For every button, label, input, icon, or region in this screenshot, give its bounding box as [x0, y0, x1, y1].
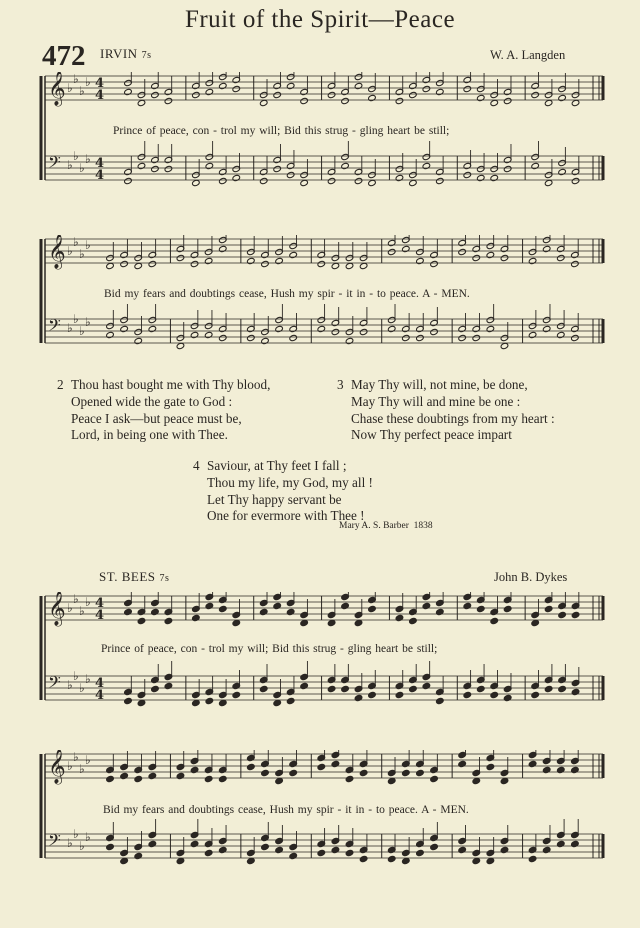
note-head [354, 82, 362, 89]
time-signature: 4 [95, 76, 105, 91]
note-head [275, 846, 283, 853]
flat-icon: ♭ [67, 244, 73, 258]
staff-bass [45, 141, 603, 187]
note-head [192, 91, 200, 98]
staff-bass [45, 819, 603, 865]
note-head [219, 846, 227, 853]
flat-icon: ♭ [79, 84, 85, 98]
flat-icon: ♭ [79, 161, 85, 175]
flat-icon: ♭ [85, 830, 91, 844]
time-signature: 4 [95, 676, 105, 691]
note-head [486, 325, 494, 332]
note-head [273, 165, 281, 172]
note-head [542, 766, 550, 773]
note-head [477, 685, 485, 692]
note-head [359, 262, 367, 269]
flat-icon: ♭ [73, 750, 79, 764]
note-head [151, 608, 159, 615]
lyric-line-1: Prince of peace, con - trol my will; Bid this strug - gling heart be still; [113, 125, 450, 137]
note-head [204, 331, 212, 338]
time-signature: 4 [95, 88, 105, 103]
note-head [571, 99, 579, 106]
note-head [232, 619, 240, 626]
note-head [345, 337, 353, 344]
note-head [472, 857, 480, 864]
note-head [402, 334, 410, 341]
note-head [359, 855, 367, 862]
note-head [137, 99, 145, 106]
treble-clef-icon: 𝄞 [48, 72, 66, 106]
note-head [148, 325, 156, 332]
verse-3: 3 May Thy will, not mine, be done, May Thy will and mine be one : Chase these doubtings from my heart : Now Thy perfect peace impart [337, 377, 555, 443]
note-head [317, 763, 325, 770]
note-head [477, 605, 485, 612]
note-head [486, 763, 494, 770]
note-head [120, 857, 128, 864]
note-head [219, 245, 227, 252]
flat-icon: ♭ [79, 604, 85, 618]
note-head [542, 245, 550, 252]
note-head [317, 849, 325, 856]
page-title: Fruit of the Spirit—Peace [184, 6, 456, 33]
flat-icon: ♭ [67, 158, 73, 172]
note-head [486, 857, 494, 864]
note-head [331, 328, 339, 335]
note-head [345, 775, 353, 782]
note-head [472, 334, 480, 341]
note-head [164, 165, 172, 172]
note-head [490, 99, 498, 106]
note-head [192, 699, 200, 706]
note-head [300, 97, 308, 104]
note-head [106, 262, 114, 269]
composer-langden: W. A. Langden [490, 48, 566, 62]
note-head [359, 769, 367, 776]
flat-icon: ♭ [79, 324, 85, 338]
note-head [190, 331, 198, 338]
flat-icon: ♭ [67, 81, 73, 95]
flat-icon: ♭ [85, 672, 91, 686]
lyric-line-3: Prince of peace, con - trol my will; Bid this strug - gling heart be still; [101, 643, 438, 655]
staff-treble [45, 235, 603, 270]
flat-icon: ♭ [67, 759, 73, 773]
note-head [275, 257, 283, 264]
flat-icon: ♭ [79, 839, 85, 853]
note-head [275, 325, 283, 332]
note-head [164, 97, 172, 104]
note-head [458, 334, 466, 341]
note-head [354, 177, 362, 184]
note-head [387, 248, 395, 255]
note-head [463, 85, 471, 92]
note-head [232, 85, 240, 92]
flat-icon: ♭ [79, 681, 85, 695]
note-head [232, 691, 240, 698]
note-head [463, 171, 471, 178]
time-signature: 4 [95, 688, 105, 703]
note-head [327, 177, 335, 184]
note-head [192, 614, 200, 621]
note-head [190, 766, 198, 773]
treble-clef-icon: 𝄞 [48, 235, 66, 269]
note-head [490, 691, 498, 698]
note-head [531, 91, 539, 98]
note-head [219, 334, 227, 341]
note-head [341, 162, 349, 169]
lyric-line-4: Bid my fears and doubtings cease, Hush my spir - it in - to peace. A - MEN. [103, 804, 469, 816]
time-signature: 4 [95, 608, 105, 623]
flat-icon: ♭ [67, 678, 73, 692]
note-head [354, 694, 362, 701]
note-head [395, 691, 403, 698]
note-head [528, 760, 536, 767]
note-head [409, 685, 417, 692]
note-head [368, 179, 376, 186]
note-head [286, 697, 294, 704]
note-head [289, 852, 297, 859]
note-head [544, 685, 552, 692]
note-head [205, 602, 213, 609]
note-head [331, 760, 339, 767]
staff-bass [45, 304, 603, 350]
note-head [176, 857, 184, 864]
note-head [345, 849, 353, 856]
note-head [247, 257, 255, 264]
note-head [317, 325, 325, 332]
bass-clef-icon: 𝄢 [48, 315, 61, 339]
note-head [472, 254, 480, 261]
note-head [416, 257, 424, 264]
note-head [571, 334, 579, 341]
note-head [500, 342, 508, 349]
note-head [557, 840, 565, 847]
note-head [402, 245, 410, 252]
verse-2: 2 Thou hast bought me with Thy blood, Opened wide the gate to God : Peace I ask—but peace must be, Lord, in being one with Thee. [57, 377, 271, 443]
note-head [124, 88, 132, 95]
note-head [387, 777, 395, 784]
note-head [120, 772, 128, 779]
note-head [458, 760, 466, 767]
note-head [395, 97, 403, 104]
note-head [164, 682, 172, 689]
note-head [286, 608, 294, 615]
flat-icon: ♭ [73, 827, 79, 841]
note-head [422, 682, 430, 689]
note-head [176, 342, 184, 349]
note-head [289, 769, 297, 776]
note-head [261, 260, 269, 267]
flat-icon: ♭ [79, 247, 85, 261]
note-head [317, 260, 325, 267]
note-head [409, 91, 417, 98]
note-head [368, 691, 376, 698]
note-head [289, 251, 297, 258]
note-head [331, 846, 339, 853]
note-head [341, 685, 349, 692]
flat-icon: ♭ [85, 595, 91, 609]
tune-name-st-bees: ST. BEES 7s [99, 569, 170, 584]
note-head [286, 82, 294, 89]
note-head [477, 174, 485, 181]
note-head [557, 331, 565, 338]
note-head [557, 766, 565, 773]
note-head [219, 775, 227, 782]
note-head [531, 691, 539, 698]
note-head [503, 694, 511, 701]
note-head [503, 605, 511, 612]
note-head [528, 331, 536, 338]
note-head [544, 179, 552, 186]
note-head [500, 254, 508, 261]
note-head [259, 177, 267, 184]
note-head [472, 777, 480, 784]
note-head [273, 602, 281, 609]
note-head [387, 855, 395, 862]
note-head [164, 617, 172, 624]
note-head [205, 88, 213, 95]
note-head [571, 688, 579, 695]
note-head [176, 254, 184, 261]
flat-icon: ♭ [73, 312, 79, 326]
verse-4: 4 Saviour, at Thy feet I fall ; Thou my life, my God, my all ! Let Thy happy servant be One for evermore with Thee ! [193, 458, 373, 524]
bass-clef-icon: 𝄢 [48, 830, 61, 854]
note-head [436, 697, 444, 704]
note-head [558, 685, 566, 692]
note-head [544, 99, 552, 106]
note-head [359, 328, 367, 335]
note-head [327, 619, 335, 626]
note-head [503, 97, 511, 104]
flat-icon: ♭ [85, 75, 91, 89]
note-head [247, 763, 255, 770]
note-head [300, 179, 308, 186]
note-head [300, 619, 308, 626]
flat-icon: ♭ [67, 601, 73, 615]
note-head [219, 605, 227, 612]
note-head [148, 772, 156, 779]
note-head [436, 608, 444, 615]
note-head [259, 608, 267, 615]
note-head [190, 840, 198, 847]
note-head [368, 94, 376, 101]
note-head [544, 605, 552, 612]
note-head [205, 697, 213, 704]
note-head [247, 334, 255, 341]
note-head [327, 685, 335, 692]
note-head [490, 617, 498, 624]
note-head [368, 605, 376, 612]
note-head [219, 82, 227, 89]
note-head [542, 325, 550, 332]
note-head [436, 88, 444, 95]
note-head [134, 262, 142, 269]
tune-name-irvin: IRVIN 7s [100, 46, 152, 61]
note-head [422, 602, 430, 609]
note-head [416, 849, 424, 856]
author-credit: Mary A. S. Barber 1838 [339, 521, 433, 531]
note-head [204, 257, 212, 264]
note-head [124, 697, 132, 704]
note-head [463, 691, 471, 698]
note-head [528, 257, 536, 264]
note-head [571, 260, 579, 267]
note-head [486, 251, 494, 258]
note-head [503, 165, 511, 172]
lyric-line-2: Bid my fears and doubtings cease, Hush my spir - it in - to peace. A - MEN. [104, 288, 470, 300]
staff-bass [45, 661, 603, 707]
note-head [458, 846, 466, 853]
note-head [430, 260, 438, 267]
note-head [204, 775, 212, 782]
flat-icon: ♭ [85, 753, 91, 767]
note-head [137, 699, 145, 706]
note-head [106, 775, 114, 782]
note-head [204, 849, 212, 856]
note-head [341, 602, 349, 609]
note-head [148, 840, 156, 847]
note-head [261, 769, 269, 776]
treble-clef-icon: 𝄞 [48, 750, 66, 784]
note-head [345, 262, 353, 269]
flat-icon: ♭ [73, 72, 79, 86]
note-head [571, 611, 579, 618]
note-head [463, 602, 471, 609]
staff-treble [45, 72, 603, 107]
note-head [341, 97, 349, 104]
note-head [148, 260, 156, 267]
note-head [500, 777, 508, 784]
note-head [558, 94, 566, 101]
flat-icon: ♭ [73, 669, 79, 683]
note-head [273, 699, 281, 706]
note-head [387, 325, 395, 332]
note-head [259, 685, 267, 692]
staff-treble [45, 592, 603, 627]
note-head [134, 337, 142, 344]
note-head [409, 617, 417, 624]
note-head [151, 91, 159, 98]
note-head [430, 775, 438, 782]
hymn-number: 472 [42, 40, 86, 72]
bass-clef-icon: 𝄢 [48, 672, 61, 696]
note-head [137, 162, 145, 169]
note-head [331, 262, 339, 269]
note-head [134, 775, 142, 782]
note-head [458, 248, 466, 255]
note-head [528, 855, 536, 862]
time-signature: 4 [95, 596, 105, 611]
note-head [190, 260, 198, 267]
note-head [219, 699, 227, 706]
note-head [402, 857, 410, 864]
note-head [275, 777, 283, 784]
note-head [106, 843, 114, 850]
note-head [120, 325, 128, 332]
note-head [219, 177, 227, 184]
note-head [327, 91, 335, 98]
note-head [120, 260, 128, 267]
note-head [402, 769, 410, 776]
note-head [134, 852, 142, 859]
note-head [192, 179, 200, 186]
note-head [416, 334, 424, 341]
note-head [286, 171, 294, 178]
flat-icon: ♭ [85, 238, 91, 252]
note-head [395, 174, 403, 181]
note-head [477, 94, 485, 101]
note-head [273, 91, 281, 98]
flat-icon: ♭ [85, 152, 91, 166]
note-head [430, 328, 438, 335]
note-head [151, 685, 159, 692]
flat-icon: ♭ [67, 836, 73, 850]
flat-icon: ♭ [73, 149, 79, 163]
note-head [300, 682, 308, 689]
note-head [571, 177, 579, 184]
flat-icon: ♭ [67, 321, 73, 335]
note-head [137, 617, 145, 624]
flat-icon: ♭ [73, 592, 79, 606]
note-head [205, 162, 213, 169]
flat-icon: ♭ [85, 315, 91, 329]
note-head [261, 843, 269, 850]
flat-icon: ♭ [79, 762, 85, 776]
note-head [542, 846, 550, 853]
note-head [430, 843, 438, 850]
note-head [531, 619, 539, 626]
note-head [531, 162, 539, 169]
note-head [232, 174, 240, 181]
note-head [558, 168, 566, 175]
note-head [106, 331, 114, 338]
note-head [247, 857, 255, 864]
composer-dykes: John B. Dykes [494, 570, 568, 584]
note-head [151, 165, 159, 172]
note-head [259, 99, 267, 106]
note-head [409, 179, 417, 186]
note-head [416, 769, 424, 776]
treble-clef-icon: 𝄞 [48, 592, 66, 626]
note-head [422, 85, 430, 92]
note-head [124, 608, 132, 615]
note-head [176, 772, 184, 779]
time-signature: 4 [95, 168, 105, 183]
note-head [354, 619, 362, 626]
note-head [490, 174, 498, 181]
note-head [261, 337, 269, 344]
bass-clef-icon: 𝄢 [48, 152, 61, 176]
note-head [395, 614, 403, 621]
note-head [558, 611, 566, 618]
note-head [124, 177, 132, 184]
note-head [571, 766, 579, 773]
note-head [500, 846, 508, 853]
note-head [571, 840, 579, 847]
note-head [436, 177, 444, 184]
flat-icon: ♭ [73, 235, 79, 249]
time-signature: 4 [95, 156, 105, 171]
note-head [422, 162, 430, 169]
note-head [557, 254, 565, 261]
staff-treble [45, 750, 603, 785]
note-head [289, 334, 297, 341]
